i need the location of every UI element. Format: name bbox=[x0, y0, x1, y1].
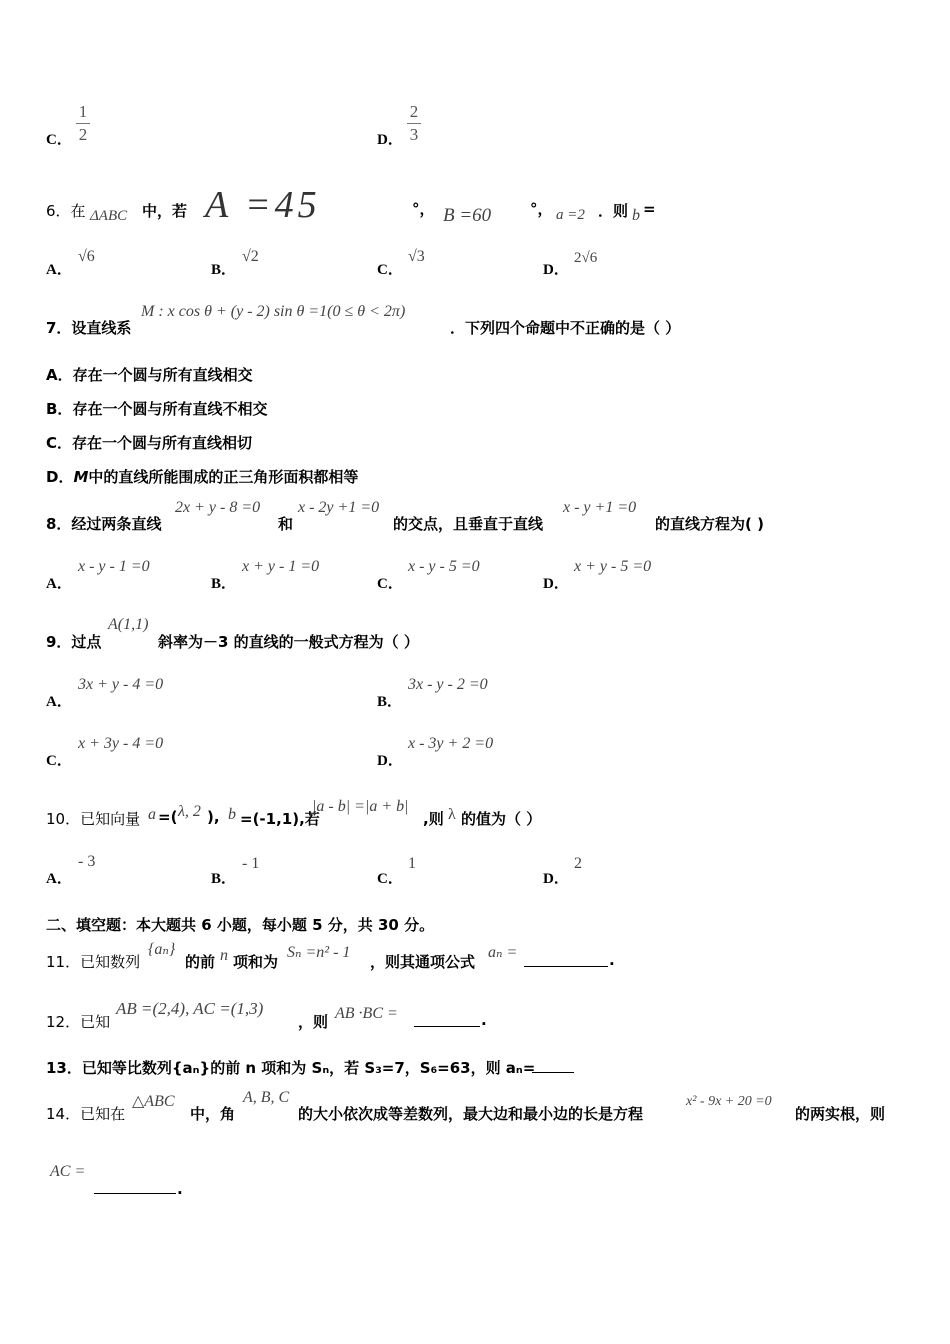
q8-line-1: 2x + y - 8 =0 bbox=[175, 499, 261, 516]
q6-angle-a: A =45 bbox=[205, 184, 321, 226]
q12-dot-product: AB ·BC = bbox=[335, 1005, 398, 1022]
q6-option-a-label: A． bbox=[46, 262, 72, 278]
q8-option-d-value: x + y - 5 =0 bbox=[574, 558, 652, 575]
q9-option-c-value: x + 3y - 4 =0 bbox=[78, 735, 164, 752]
q6-text-if: 中，若 bbox=[142, 202, 188, 220]
q13-answer-blank[interactable] bbox=[532, 1057, 574, 1073]
q8-prefix: 8．经过两条直线 bbox=[46, 515, 162, 533]
q7-option-b: B．存在一个圆与所有直线不相交 bbox=[46, 400, 268, 418]
q11-sum: Sₙ =n² - 1 bbox=[287, 944, 351, 961]
q10-option-a-value: - 3 bbox=[78, 853, 96, 870]
q6-degree-1: °， bbox=[412, 200, 435, 218]
q6-option-b-value: √2 bbox=[242, 248, 259, 265]
q10-a-open: =( bbox=[158, 808, 178, 826]
q12-end: . bbox=[481, 1011, 487, 1029]
q11-mid-2: 项和为 bbox=[233, 953, 279, 971]
q8-option-c-value: x - y - 5 =0 bbox=[408, 558, 480, 575]
q6-option-a-value: √6 bbox=[78, 248, 95, 265]
q8-line-2: x - 2y +1 =0 bbox=[298, 499, 380, 516]
q5-option-d-fraction: 2 3 bbox=[407, 102, 421, 145]
q14-mid-1: 中，角 bbox=[190, 1105, 236, 1123]
q12-prefix: 12．已知 bbox=[46, 1013, 111, 1031]
q11-mid-3: ，则其通项公式 bbox=[370, 953, 476, 971]
q8-option-c-label: C． bbox=[377, 576, 403, 592]
q9-option-c-label: C． bbox=[46, 753, 72, 769]
q7-suffix: ．下列四个命题中不正确的是（ ） bbox=[450, 319, 681, 337]
q14-triangle: △ABC bbox=[132, 1093, 175, 1110]
q10-a-close: ), bbox=[207, 808, 220, 826]
q8-option-b-value: x + y - 1 =0 bbox=[242, 558, 320, 575]
q7-option-a: A．存在一个圆与所有直线相交 bbox=[46, 366, 253, 384]
q8-mid: 的交点，且垂直于直线 bbox=[393, 515, 544, 533]
q13-text: 13．已知等比数列{aₙ}的前 n 项和为 Sₙ，若 S₃=7，S₆=63，则 aₙ= bbox=[46, 1059, 536, 1077]
q9-suffix: 斜率为－3 的直线的一般式方程为（ ） bbox=[158, 633, 419, 651]
q6-option-c-label: C． bbox=[377, 262, 403, 278]
q14-mid-2: 的大小依次成等差数列，最大边和最小边的长是方程 bbox=[298, 1105, 644, 1123]
q10-a-inner: λ, 2 bbox=[178, 803, 201, 820]
q10-option-a-label: A． bbox=[46, 871, 72, 887]
q10-prefix: 10．已知向量 bbox=[46, 810, 141, 828]
q14-equation: x² - 9x + 20 =0 bbox=[686, 1094, 772, 1109]
q6-degree-2: °， bbox=[530, 200, 553, 218]
q8-option-a-label: A． bbox=[46, 576, 72, 592]
q9-option-d-value: x - 3y + 2 =0 bbox=[408, 735, 494, 752]
q6-side-a: a =2 bbox=[556, 207, 585, 223]
q9-option-a-value: 3x + y - 4 =0 bbox=[78, 676, 164, 693]
q7-prefix: 7．设直线系 bbox=[46, 319, 132, 337]
q10-abs-expression: |a - b| =|a + b| bbox=[312, 798, 409, 815]
q7-option-c: C．存在一个圆与所有直线相切 bbox=[46, 434, 253, 452]
q6-option-d-value: 2√6 bbox=[574, 250, 598, 266]
q8-line-3: x - y +1 =0 bbox=[563, 499, 637, 516]
q14-ac: AC = bbox=[50, 1163, 86, 1180]
q6-option-d-label: D． bbox=[543, 262, 569, 278]
q10-option-d-value: 2 bbox=[574, 855, 582, 872]
q6-triangle: ΔABC bbox=[90, 208, 128, 224]
q10-option-b-value: - 1 bbox=[242, 855, 260, 872]
q10-option-d-label: D． bbox=[543, 871, 569, 887]
q9-option-d-label: D． bbox=[377, 753, 403, 769]
q9-option-a-label: A． bbox=[46, 694, 72, 710]
q11-mid-1: 的前 bbox=[185, 953, 216, 971]
q8-option-b-label: B． bbox=[211, 576, 237, 592]
q5-option-c-label: C． bbox=[46, 132, 72, 148]
q12-vectors: AB =(2,4), AC =(1,3) bbox=[116, 999, 264, 1018]
q6-text-then: ．则 bbox=[598, 202, 629, 220]
q9-option-b-label: B． bbox=[377, 694, 403, 710]
q8-and: 和 bbox=[278, 515, 294, 533]
q11-end: . bbox=[609, 951, 615, 969]
q10-option-c-label: C． bbox=[377, 871, 403, 887]
q10-then: ,则 bbox=[423, 810, 444, 828]
q10-vector-b: b bbox=[228, 806, 236, 823]
q6-equals: = bbox=[643, 200, 656, 218]
q12-answer-blank[interactable] bbox=[414, 1011, 480, 1027]
q10-option-c-value: 1 bbox=[408, 855, 416, 872]
q6-side-b: b bbox=[632, 207, 640, 224]
q10-b-value: =(-1,1),若 bbox=[240, 810, 320, 828]
q9-point: A(1,1) bbox=[108, 616, 149, 633]
q10-vector-a: a bbox=[148, 806, 156, 823]
q12-mid: ，则 bbox=[298, 1013, 329, 1031]
q11-sequence: {aₙ} bbox=[148, 941, 176, 958]
q14-suffix: 的两实根，则 bbox=[795, 1105, 886, 1123]
q6-angle-b: B =60 bbox=[443, 205, 492, 226]
q10-suffix: 的值为（ ） bbox=[461, 810, 542, 828]
q5-option-d-label: D． bbox=[377, 132, 403, 148]
q9-option-b-value: 3x - y - 2 =0 bbox=[408, 676, 488, 693]
q6-number: 6．在 bbox=[46, 202, 86, 220]
q8-suffix: 的直线方程为( ) bbox=[655, 515, 764, 533]
q14-answer-blank[interactable] bbox=[94, 1178, 176, 1194]
q7-formula: M : x cos θ + (y - 2) sin θ =1(0 ≤ θ < 2π) bbox=[141, 303, 406, 320]
q8-option-a-value: x - y - 1 =0 bbox=[78, 558, 150, 575]
q14-angles: A, B, C bbox=[243, 1089, 290, 1106]
q14-end: . bbox=[177, 1180, 183, 1198]
q9-prefix: 9．过点 bbox=[46, 633, 102, 651]
q11-an: aₙ = bbox=[488, 944, 518, 961]
q14-prefix: 14．已知在 bbox=[46, 1105, 126, 1123]
q11-n: n bbox=[220, 947, 228, 964]
q7-option-d: D．M中的直线所能围成的正三角形面积都相等 bbox=[46, 468, 359, 486]
q6-option-b-label: B． bbox=[211, 262, 237, 278]
q11-answer-blank[interactable] bbox=[524, 951, 608, 967]
q10-lambda: λ bbox=[448, 806, 456, 823]
section-2-title: 二、填空题：本大题共 6 小题，每小题 5 分，共 30 分。 bbox=[46, 916, 435, 934]
q10-option-b-label: B． bbox=[211, 871, 237, 887]
q6-option-c-value: √3 bbox=[408, 248, 425, 265]
q11-prefix: 11．已知数列 bbox=[46, 953, 141, 971]
q5-option-c-fraction: 1 2 bbox=[76, 102, 90, 145]
q8-option-d-label: D． bbox=[543, 576, 569, 592]
